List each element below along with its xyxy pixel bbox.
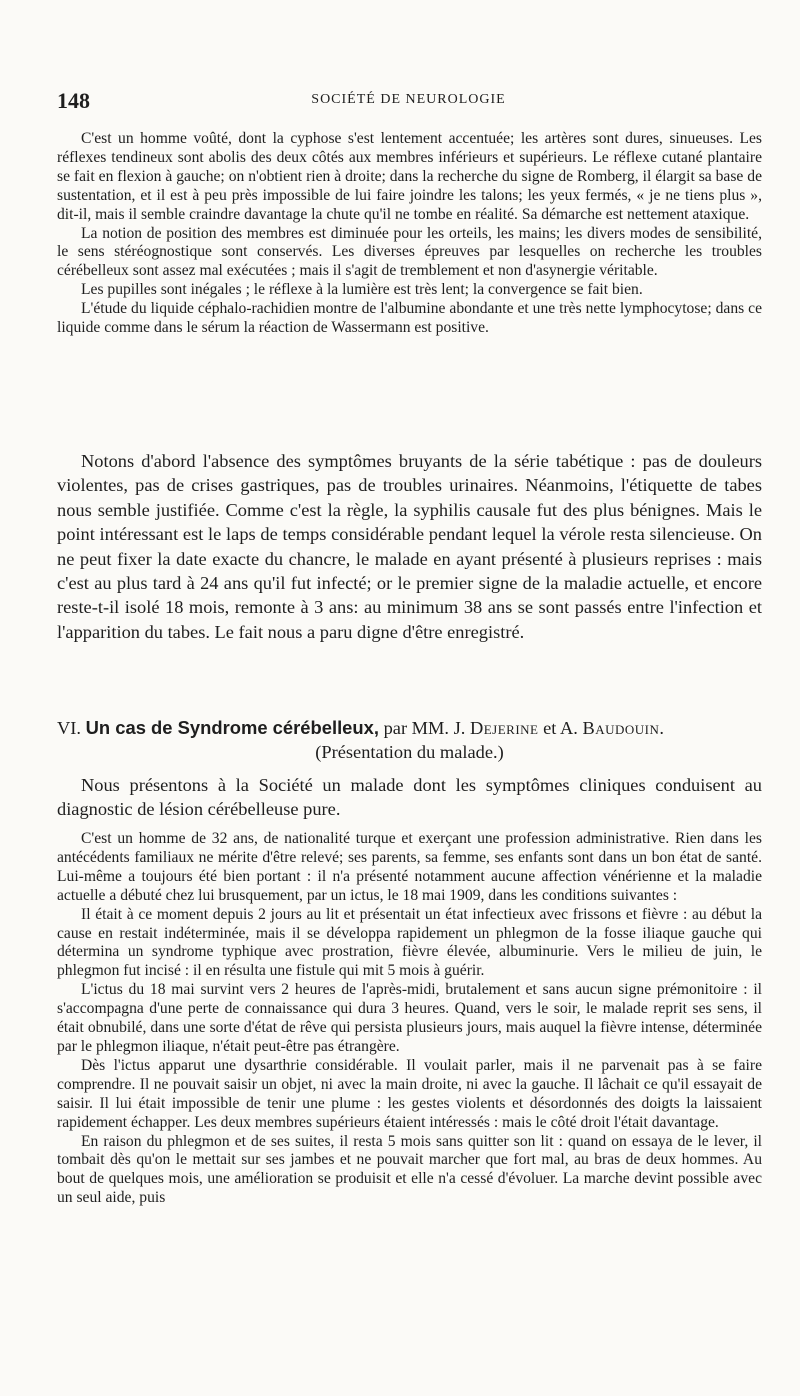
- author-dejerine: Dejerine: [469, 718, 539, 738]
- intro: [57, 773, 762, 822]
- paragraph: L'étude du liquide céphalo-rachidien montre de l'albumine abondante et une très nette lymphocytose; dans ce liquide comme dans le sérum la réaction de Wassermann est positive.: [57, 300, 762, 337]
- section-heading: [57, 716, 762, 764]
- author-baudouin: Baudouin.: [582, 718, 665, 738]
- paragraph: Nous présentons à la Société un malade dont les symptômes cliniques conduisent au diagnostic de lésion cérébelleuse pure.: [57, 775, 762, 820]
- case-observation: [57, 830, 762, 1208]
- section-by: par MM. J.: [383, 718, 466, 738]
- commentary: [57, 449, 762, 644]
- paragraph: C'est un homme de 32 ans, de nationalité turque et exerçant une profession administrative. Rien dans les antécédents familiaux ne mérite d'être relevé; ses parents, sa femme, ses enfants sont dans un bon état de santé. Lui-même a toujours été bien portant : il n'a présenté notamment aucune affection vénérienne et la maladie actuelle a débuté chez lui brusquement, par un ictus, le 18 mai 1909, dans les conditions suivantes :: [57, 830, 762, 904]
- paragraph: L'ictus du 18 mai survint vers 2 heures de l'après-midi, brutalement et sans aucun signe prémonitoire : il s'accompagna d'une perte de connaissance qui dura 3 heures. Quand, vers le soir, le malade reprit ses sens, il était obnubilé, dans une sorte d'état de rêve qui persista plusieurs jours, mais auquel la fièvre intense, déterminée par le phlegmon iliaque, n'était peut-être pas étrangère.: [57, 981, 762, 1055]
- paragraph: En raison du phlegmon et de ses suites, il resta 5 mois sans quitter son lit : quand on essaya de le lever, il tombait dès qu'on le mettait sur ses jambes et ne pouvait marcher que fort mal, au bras de deux hommes. Au bout de quelques mois, une amélioration se produisit et elle n'a cessé d'évoluer. La marche devint possible avec un seul aide, puis: [57, 1132, 762, 1207]
- section-subtitle: (Présentation du malade.): [315, 742, 504, 762]
- paragraph: Les pupilles sont inégales ; le réflexe à la lumière est très lent; la convergence se fait bien.: [81, 281, 643, 299]
- section-title: Un cas de Syndrome cérébelleux,: [85, 717, 379, 738]
- paragraph: Il était à ce moment depuis 2 jours au lit et présentait un état infectieux avec frissons et fièvre : au début la cause en restait indéterminée, mais il se développa rapidement un phlegmon de la fosse iliaque gauche qui détermina un syndrome typhique avec prostration, fièvre élevée, albuminurie. Vers le milieu de juin, le phlegmon fut incisé : il en résulta une fistule qui mit 5 mois à guérir.: [57, 905, 762, 980]
- case-continuation: [57, 130, 762, 338]
- paragraph: Dès l'ictus apparut une dysarthrie considérable. Il voulait parler, mais il ne parvenait pas à se faire comprendre. Il ne pouvait saisir un objet, ni avec la main droite, ni avec la gauche. Il lâchait ce qu'il essayait de saisir. Il lui était impossible de tenir une plume : les gestes violents et désordonnés des doigts la laissaient rapidement échapper. Les deux membres supérieurs étaient intéressés : mais le côté droit l'était davantage.: [57, 1056, 762, 1131]
- paragraph: Notons d'abord l'absence des symptômes bruyants de la série tabétique : pas de douleurs violentes, pas de crises gastriques, pas de troubles urinaires. Néanmoins, l'étiquette de tabes nous semble justifiée. Comme c'est la règle, la syphilis causale fut des plus bénignes. Mais le point intéressant est le laps de temps considérable pendant lequel la vérole resta silencieuse. On ne peut fixer la date exacte du chancre, le malade en ayant présenté à plusieurs reprises : mais c'est au plus tard à 24 ans qu'il fut infecté; or le premier signe de la maladie actuelle, et encore reste-t-il isolé 18 mois, remonte à 3 ans: au minimum 38 ans se sont passés entre l'infection et l'apparition du tabes. Le fait nous a paru digne d'être enregistré.: [57, 451, 762, 642]
- page-number: 148: [57, 88, 90, 113]
- section-conj: et A.: [543, 718, 578, 738]
- page-header: [57, 88, 760, 112]
- paragraph: C'est un homme voûté, dont la cyphose s'est lentement accentuée; les artères sont dures, sinueuses. Les réflexes tendineux sont abolis des deux côtés aux membres inférieurs et supérieurs. Le réflexe cutané plantaire se fait en flexion à gauche; on n'obtient rien à droite; dans la recherche du signe de Romberg, il élargit sa base de sustentation, et il est à peu près impossible de lui faire joindre les talons; les yeux fermés, « je ne tiens plus », dit-il, mais il semble craindre davantage la chute qu'il ne tombe en réalité. Sa démarche est nettement ataxique.: [57, 130, 762, 223]
- section-title-line: [57, 716, 762, 740]
- running-head: SOCIÉTÉ DE NEUROLOGIE: [311, 92, 506, 107]
- section-number: VI.: [57, 718, 82, 738]
- paragraph: La notion de position des membres est diminuée pour les orteils, les mains; les divers modes de sensibilité, le sens stéréognostique sont conservés. Les diverses épreuves par lesquelles on recherche les troubles cérébelleux sont assez mal exécutées ; mais il s'agit de tremblement et non d'asynergie véritable.: [57, 224, 762, 280]
